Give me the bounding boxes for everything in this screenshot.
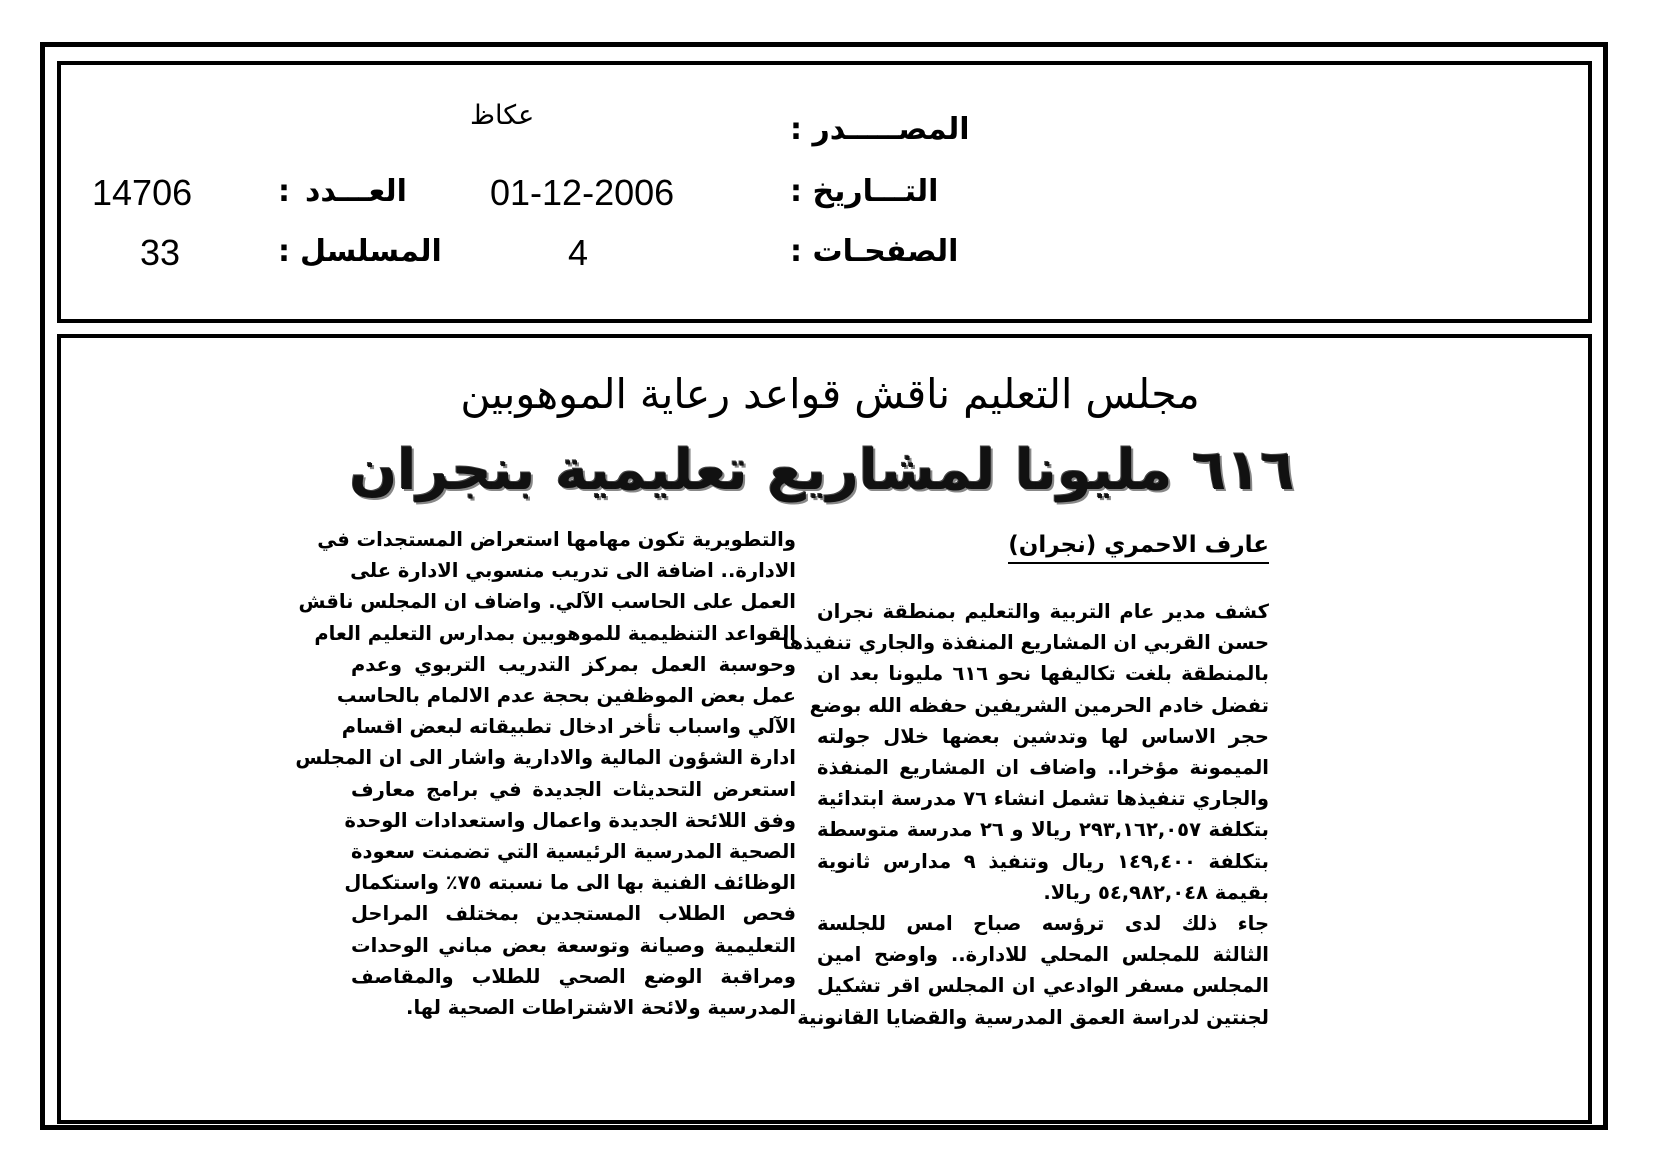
text-line: تفضل خادم الحرمين الشريفين حفظه الله بوضع (809, 693, 1269, 717)
text-line: الصحية المدرسية الرئيسية التي تضمنت سعودة (351, 840, 796, 864)
text-line: القواعد التنظيمية للموهوبين بمدارس التعليم العام (314, 621, 796, 645)
text-line: استعرض التحديثات الجديدة في برامج معارف (351, 777, 796, 801)
text-line: جاء ذلك لدى ترؤسه صباح امس للجلسة (817, 912, 1269, 936)
text-line: حسن القربي ان المشاريع المنفذة والجاري تنفيذها (782, 631, 1269, 655)
text-line: والتطويرية تكون مهامها استعراض المستجدات في (317, 528, 796, 551)
text-line: ومراقبة الوضع الصحي للطلاب والمقاصف (351, 964, 796, 988)
issue-label: العـــدد (305, 174, 407, 209)
text-line: الثالثة للمجلس المحلي للادارة.. واوضح امين (817, 943, 1269, 967)
text-line: حجر الاساس لها وتدشين بعضها خلال جولته (817, 724, 1269, 748)
text-line: ادارة الشؤون المالية والادارية واشار الى ان المجلس (295, 746, 796, 770)
source-value: عكاظ (470, 100, 535, 131)
article-column-left (295, 524, 796, 1023)
date-value: 01-12-2006 (490, 172, 675, 213)
text-line: وحوسبة العمل بمركز التدريب التربوي وعدم (351, 652, 796, 676)
text-line: عمل بعض الموظفين بحجة عدم الالمام بالحاسب (336, 684, 796, 708)
article-title: ٦١٦ مليونا لمشاريع تعليمية بنجران (349, 438, 1295, 503)
text-line: والجاري تنفيذها تشمل انشاء ٧٦ مدرسة ابتدائية (817, 787, 1269, 811)
article-column-right (782, 596, 1270, 1033)
article-byline: عارف الاحمري (نجران) (1008, 532, 1269, 564)
text-line: بالمنطقة بلغت تكاليفها نحو ٦١٦ مليونا بعد ان (817, 662, 1270, 686)
serial-label: المسلسل (300, 234, 442, 269)
text-line: التعليمية وصيانة وتوسعة بعض مباني الوحدات (351, 933, 796, 957)
serial-value: 33 (140, 232, 181, 273)
text-line: المجلس مسفر الوادعي ان المجلس اقر تشكيل (817, 974, 1269, 998)
text-line: لجنتين لدراسة العمق المدرسية والقضايا القانونية (797, 1005, 1269, 1029)
text-line: الادارة.. اضافة الى تدريب منسوبي الادارة على (350, 559, 796, 583)
article-subtitle: مجلس التعليم ناقش قواعد رعاية الموهوبين (460, 370, 1200, 418)
text-line: بتكلفة ١٤٩,٤٠٠ ريال وتنفيذ ٩ مدارس ثانوية (817, 849, 1269, 873)
text-line: العمل على الحاسب الآلي. واضاف ان المجلس ناقش (298, 590, 796, 614)
pages-value: 4 (568, 232, 589, 273)
text-line: الميمونة مؤخرا.. واضاف ان المشاريع المنفذة (817, 756, 1269, 780)
serial-colon: : (278, 234, 290, 269)
date-label: التـــاريخ : (790, 174, 939, 209)
text-line: بقيمة ٥٤,٩٨٢,٠٤٨ ريالا. (1043, 880, 1269, 904)
issue-colon: : (278, 174, 290, 209)
text-line: المدرسية ولائحة الاشتراطات الصحية لها. (406, 996, 796, 1020)
text-line: الآلي واسباب تأخر ادخال تطبيقاته لبعض اقسام (341, 715, 796, 739)
issue-value: 14706 (92, 172, 193, 213)
text-line: كشف مدير عام التربية والتعليم بمنطقة نجران (817, 600, 1269, 623)
pages-label: الصفحـات : (790, 234, 959, 269)
text-line: فحص الطلاب المستجدين بمختلف المراحل (351, 902, 796, 926)
source-label: المصـــــدر : (790, 112, 970, 147)
text-line: وفق اللائحة الجديدة واعمال واستعدادات الوحدة (344, 808, 796, 832)
text-line: بتكلفة ٢٩٣,١٦٢,٠٥٧ ريالا و ٢٦ مدرسة متوسطة (817, 818, 1270, 842)
text-line: الوظائف الفنية بها الى ما نسبته ٧٥٪ واستكمال (344, 871, 796, 895)
